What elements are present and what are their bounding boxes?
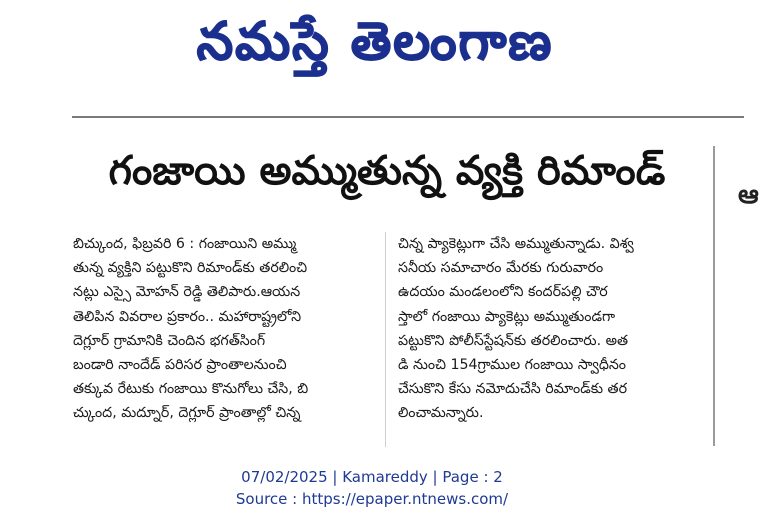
column-divider — [385, 232, 386, 447]
column1-line: తున్న వ్యక్తిని పట్టుకొని రిమాండ్‌కు తరలించి — [73, 260, 308, 277]
article-column-2 — [398, 232, 700, 426]
footer-date-location: 07/02/2025 | Kamareddy | Page : 2 — [241, 468, 503, 486]
column1-line: నట్లు ఎస్సై మోహన్ రెడ్డి తెలిపారు.ఆయన — [73, 284, 301, 301]
masthead-title: నమస్తే తెలంగాణ — [196, 12, 554, 72]
column1-line: బిచ్కుంద, ఫిబ్రవరి 6 : గంజాయిని అమ్ము — [73, 236, 297, 252]
article-column-1 — [73, 232, 375, 426]
column1-line: తక్కువ రేటుకు గంజాయి కొనుగోలు చేసి, బి — [73, 381, 309, 398]
column2-line: లించామన్నారు. — [398, 405, 484, 422]
column2-line: డి నుంచి 154గ్రాముల గంజాయి స్వాధీనం — [398, 357, 626, 374]
newspaper-masthead — [150, 2, 600, 82]
masthead-divider — [72, 116, 744, 118]
column2-line: సనీయ సమాచారం మేరకు గురువారం — [398, 260, 604, 277]
column1-line: తెలిపిన వివరాల ప్రకారం.. మహారాష్ట్రలోని — [73, 308, 302, 325]
headline-text: గంజాయి అమ్ముతున్న వ్యక్తి రిమాండ్ — [108, 148, 666, 194]
column1-line: దెగ్లూర్ గ్రామానికి చెందిన భగత్‌సింగ్ — [73, 332, 266, 349]
column-divider-right — [713, 146, 715, 446]
column2-line: ఉదయం మండలంలోని కందర్‌పల్లి చౌర — [398, 284, 608, 301]
adjacent-article-fragment: ఆ — [738, 180, 759, 210]
article-headline — [72, 136, 702, 206]
footer-source-link[interactable]: Source : https://epaper.ntnews.com/ — [235, 490, 509, 508]
column2-line: పట్టుకొని పోలీస్‌స్టేషన్‌కు తరలించారు. అత — [398, 332, 628, 349]
column1-line: బండారి నాందేడ్ పరిసర ప్రాంతాలనుంచి — [73, 357, 287, 374]
column1-line: చ్కుంద, మద్నూర్, దెగ్లూర్ ప్రాంతాల్లో చిన్న — [73, 405, 301, 422]
column2-line: స్తాలో గంజాయి ప్యాకెట్లు అమ్ముతుండగా — [398, 308, 616, 325]
column2-line: చిన్న ప్యాకెట్లుగా చేసి అమ్ముతున్నాడు. విశ్వ — [398, 236, 634, 252]
column2-line: చేసుకొని కేసు నమోదుచేసి రిమాండ్‌కు తర — [398, 381, 627, 398]
